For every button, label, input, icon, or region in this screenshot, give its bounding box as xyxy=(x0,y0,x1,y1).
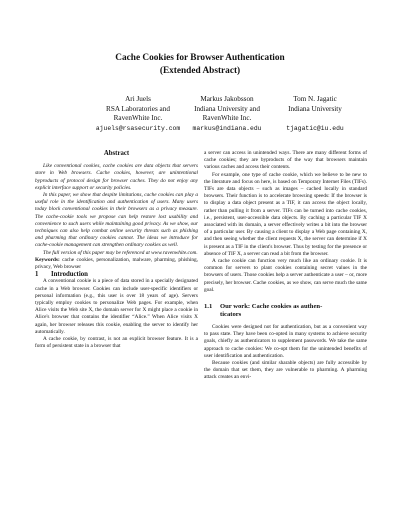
author-name: Markus Jakobsson xyxy=(200,95,254,103)
right-column xyxy=(204,150,367,382)
section-number: 1 xyxy=(35,271,39,279)
body-paragraph: A conventional cookie is a piece of data stored in a specially designated cache in a Web browser. Cookies can include user-specific identifiers or personal information (e.g., this user is over 18 years of age). Servers typically employ cookies to personalize Web pages. For example, when Alice visits the Web site X, the domain server for X might place a cookie in Alice's browser that contains the identifier “Alice.” When Alice visits X again, her browser releases this cookie, enabling the server to identify her automatically. xyxy=(35,278,198,335)
author-name: Tom N. Jagatic xyxy=(293,95,337,103)
author-3 xyxy=(270,95,360,133)
abstract-paragraph: In this paper, we show that despite limitations, cache cookies can play a useful role in the identification and authentication of users. Many users today block conventional cookies in their browsers as a privacy measure. The cache-cookie tools we propose can help restore lost usability and convenience to such users while maintaining good privacy. As we show, our techniques can also help combat online security threats such as phishing and pharming that ordinary cookies cannot. The ideas we introduce for cache-cookie management can strengthen ordinary cookies as well. xyxy=(35,192,198,249)
author-email: tjagatic@iu.edu xyxy=(286,124,344,132)
author-email: ajuels@rsasecurity.com xyxy=(95,124,181,132)
subsection-title-line-1: Our work: Cache cookies as authen- xyxy=(220,303,323,311)
abstract-paragraph: The full version of this paper may be referenced at www.ravenwhite.com. xyxy=(43,249,198,256)
subsection-heading xyxy=(204,303,367,319)
body-paragraph: Because cookies (and similar sharable objects) are fully accessible by the domain that set them, they are vulnerable to pharming. A pharming attack creates an envi- xyxy=(204,360,367,381)
paper-title xyxy=(0,52,400,77)
author-affiliation: RavenWhite Inc. xyxy=(113,114,163,123)
author-name: Ari Juels xyxy=(125,95,151,103)
abstract-paragraph: Like conventional cookies, cache cookies are data objects that servers store in Web browsers. Cache cookies, however, are unintentional byproducts of protocol design for browser caches. They do not enjoy any explicit interface support or security policies. xyxy=(35,163,198,191)
section-title: Introduction xyxy=(51,271,88,279)
author-affiliation: Indiana University xyxy=(288,104,342,113)
author-block xyxy=(0,95,400,145)
keywords-label: Keywords: xyxy=(35,256,60,263)
body-paragraph: a server can access in unintended ways. There are many different forms of cache cookies; they are byproducts of the way that browsers maintain various caches and access their contents. xyxy=(204,150,367,171)
author-affiliation: RavenWhite Inc. xyxy=(202,114,252,123)
keywords-text: cache cookies, personalization, malware, pharming, phishing, privacy, Web browser xyxy=(35,256,198,271)
author-affiliation: RSA Laboratories and xyxy=(106,104,170,113)
title-line-2: (Extended Abstract) xyxy=(159,65,241,76)
body-paragraph: A cache cookie can function very much like an ordinary cookie. It is common for servers to plant cookies containing secret values in the browsers of users. Those cookies help a server authenticate a user – or, more precisely, her browser. Cache cookies, as we show, can serve much the same goal. xyxy=(204,258,367,293)
author-affiliation: Indiana University and xyxy=(194,104,260,113)
left-column xyxy=(35,150,198,350)
author-email: markus@indiana.edu xyxy=(192,124,262,132)
subsection-title-line-2: ticators xyxy=(220,311,242,319)
abstract-heading: Abstract xyxy=(103,150,130,157)
body-paragraph: For example, one type of cache cookie, which we believe to be new to the literature and focus on here, is based on Temporary Internet Files (TIFs). TIFs are data objects – such as images – cached locally in standard browsers. Their function is to accelerate browsing speeds: If the browser is to display a data object present as a TIF, it can access the object locally, rather than pulling it from a server. TIFs can be turned into cache cookies, i.e., persistent, user-accessible data objects. By caching a particular TIF X associated with its domain, a server effectively writes a bit into the browser of a particular user. By causing a client to display a Web page containing X, and then seeing whether the client requests X, the server can determine if X is present as a TIF in the client's browser. Thus by testing for the presence or absence of TIF X, a server can read a bit from the browser. xyxy=(204,171,367,257)
body-paragraph: A cache cookie, by contrast, is not an explicit browser feature. It is a form of persistent state in a browser that xyxy=(35,336,198,350)
author-2 xyxy=(168,95,286,133)
title-line-1: Cache Cookies for Browser Authentication xyxy=(115,53,285,63)
body-paragraph: Cookies were designed not for authentication, but as a convenient way to pass state. They have been co-opted in many systems to achieve security goals, chiefly as authenticators to supplement passwords. We take the same approach to cache cookies: We co-opt them for the unintended benefits of user identification and authentication. xyxy=(204,324,367,359)
subsection-number: 1.1 xyxy=(204,303,213,311)
abstract-body xyxy=(35,163,198,257)
keywords xyxy=(35,257,198,271)
